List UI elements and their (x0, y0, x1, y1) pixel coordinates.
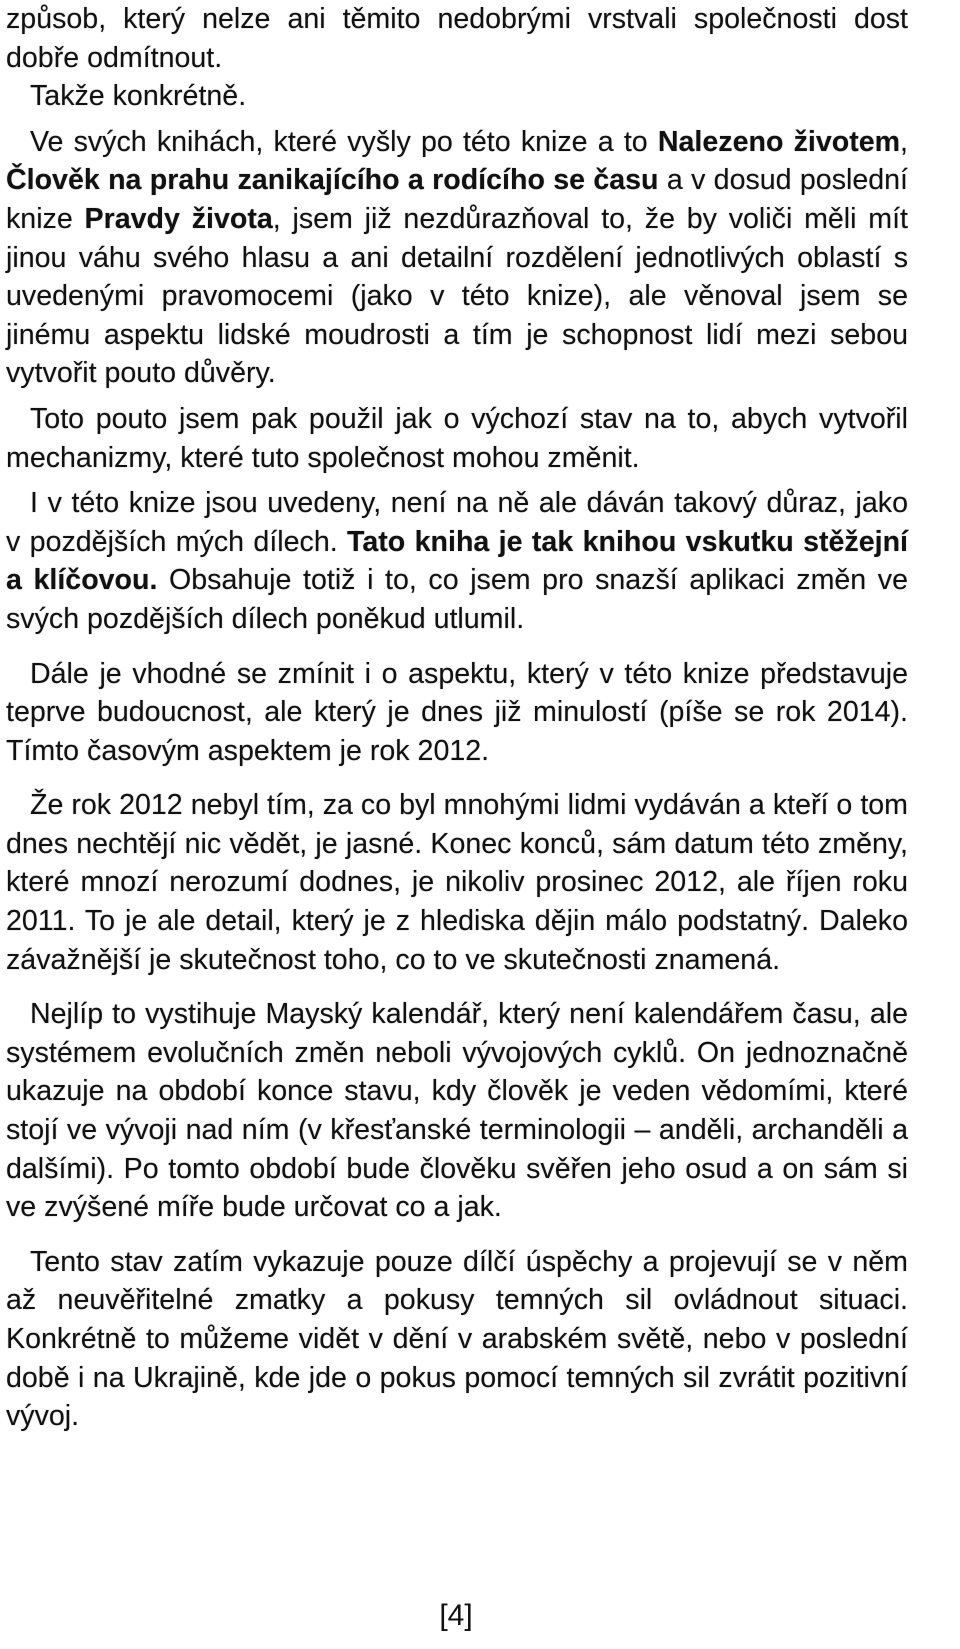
paragraph (6, 77, 908, 116)
paragraph-text: I v této knize jsou uvedeny, není na ně ale dáván takový důraz, jako v pozdějších mých dílech. (6, 487, 908, 558)
paragraph (6, 655, 908, 771)
paragraph-text: Takže konkrétně. (30, 80, 247, 113)
paragraph-text: Že rok 2012 nebyl tím, za co byl mnohými lidmi vydáván a kteří o tom dnes nechtějí nic vědět, je jasné. Konec konců, sám datum této změny, které mnozí nerozumí dodnes, je nikoliv prosinec 2012, ale říjen roku 2011. To je ale detail, který je z hlediska dějin málo podstatný. Daleko závažnější je skutečnost toho, co to ve skutečnosti znamená. (6, 789, 908, 976)
document-body (6, 0, 908, 1436)
book-title: Člověk na prahu zanikajícího a rodícího se času (6, 164, 659, 197)
paragraph-text: , (900, 125, 908, 158)
paragraph-text: způsob, který nelze ani těmito nedobrými vrstvali společnosti dost dobře odmítnout. (6, 3, 908, 74)
paragraph-text: Toto pouto jsem pak použil jak o výchozí stav na to, abych vytvořil mechanizmy, které tuto společnost mohou změnit. (6, 402, 908, 474)
book-title: Nalezeno životem (657, 125, 901, 158)
paragraph-text: a v dosud poslední knize (6, 164, 909, 235)
paragraph-text: Tento stav zatím vykazuje pouze dílčí úspěchy a projevují se v něm až neuvěřitelné zmatky a pokusy temných sil ovládnout situaci. Konkrétně to můžeme vidět v dění v arabském světě, nebo v poslední době i na Ukrajině, kde jde o pokus pomocí temných sil zvrátit pozitivní vývoj. (6, 1245, 908, 1433)
paragraph (6, 786, 908, 979)
paragraph (6, 995, 908, 1227)
paragraph-text: Dále je vhodné se zmínit i o aspektu, který v této knize představuje teprve budoucnost, ale který je dnes již minulostí (píše se rok 2014). Tímto časovým aspektem je rok 2012. (6, 657, 908, 767)
paragraph-text: , jsem již nezdůrazňoval to, že by voliči měli mít jinou váhu svého hlasu a ani detailní rozdělení jednotlivých oblastí s uvedenými pravomocemi (jako v této knize), ale věnoval jsem se jinému aspektu lidské moudrosti a tím je schopnost lidí mezi sebou vytvořit pouto důvěry. (6, 202, 908, 390)
paragraph (6, 123, 908, 393)
paragraph (6, 1243, 908, 1436)
paragraph-text: Ve svých knihách, které vyšly po této knize a to (30, 125, 658, 158)
paragraph (6, 400, 908, 477)
book-title: Pravdy života (84, 202, 273, 235)
page-number: [4] (439, 1599, 473, 1632)
paragraph-continuation (6, 0, 908, 77)
paragraph (6, 484, 908, 638)
paragraph-text: Nejlíp to vystihuje Mayský kalendář, který není kalendářem času, ale systémem evolučních změn neboli vývojových cyklů. On jednoznačně ukazuje na období konce stavu, kdy člověk je veden vědomími, které stojí ve vývoji nad ním (v křesťanské terminologii – anděli, archanděli a dalšími). Po tomto období bude člověku svěřen jeho osud a on sám si ve zvýšené míře bude určovat co a jak. (6, 998, 908, 1224)
paragraph-text: Obsahuje totiž i to, co jsem pro snazší aplikaci změn ve svých pozdějších dílech poněkud utlumil. (6, 564, 908, 635)
emphasis-text: Tato kniha je tak knihou vskutku stěžejní a klíčovou. (6, 525, 908, 597)
